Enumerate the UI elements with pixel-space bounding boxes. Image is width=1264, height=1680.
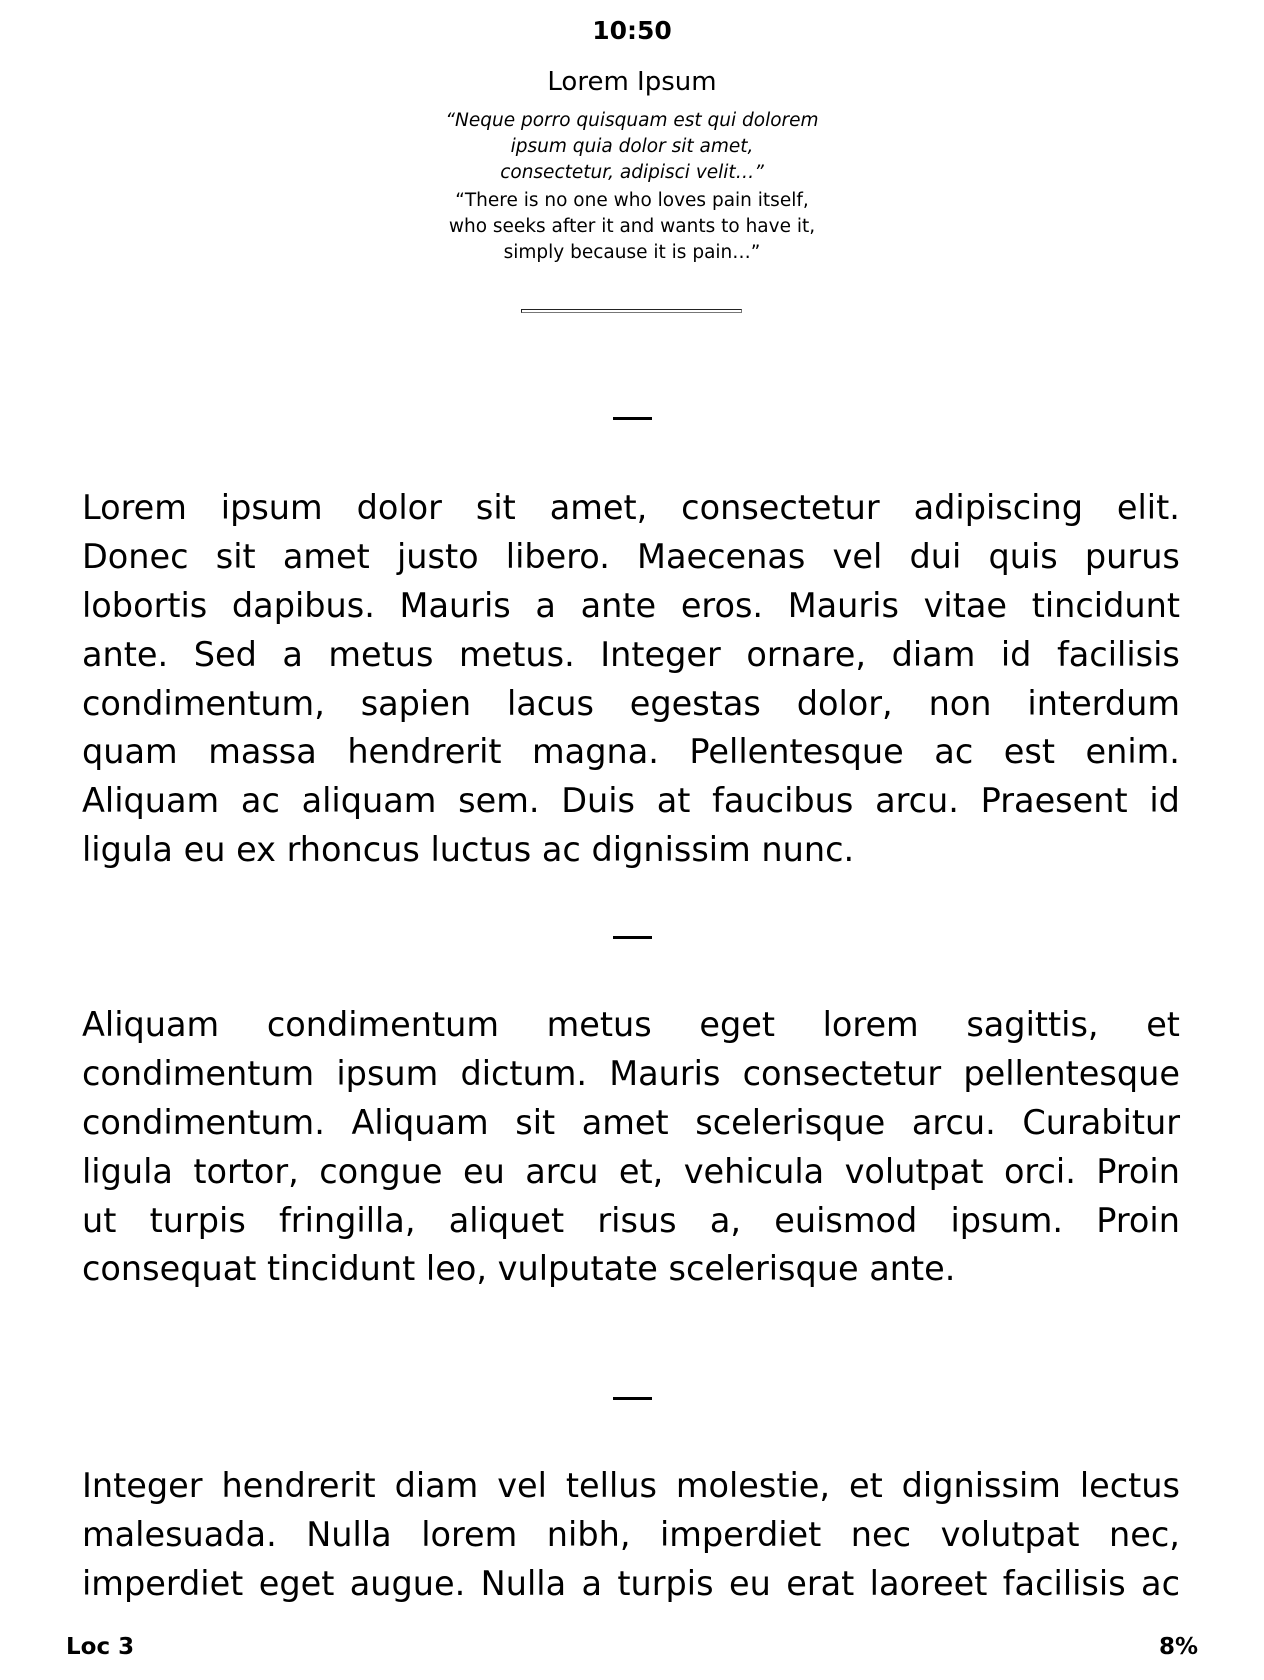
word: Curabitur xyxy=(1022,1102,1180,1142)
word: Duis xyxy=(561,781,635,821)
word: turpis xyxy=(617,1563,714,1603)
clock-time: 10:50 xyxy=(592,16,672,45)
word: ante xyxy=(580,585,657,625)
word: laoreet xyxy=(869,1563,988,1603)
word: arcu. xyxy=(875,781,959,821)
paragraph-line: consequat tincidunt leo, vulputate scelerisque ante. xyxy=(82,1249,956,1289)
word: volutpat xyxy=(844,1151,984,1191)
word: lobortis xyxy=(82,585,208,625)
paragraph-line xyxy=(82,533,1180,582)
percent-read-indicator[interactable]: 8% xyxy=(1158,1634,1198,1660)
word: faucibus xyxy=(712,781,854,821)
paragraph-line: ligula eu ex rhoncus luctus ac dignissim nunc. xyxy=(82,830,855,870)
word: euismod xyxy=(774,1200,918,1240)
word: a xyxy=(282,634,303,674)
word: consectetur xyxy=(681,488,880,527)
word: aliquam xyxy=(301,781,437,821)
word: libero. xyxy=(505,536,610,576)
word: dapibus. xyxy=(231,585,375,625)
word: tincidunt xyxy=(1031,585,1180,625)
word: vitae xyxy=(923,585,1008,625)
word: facilisis xyxy=(1056,634,1180,674)
word: diam xyxy=(891,634,976,674)
word: Maecenas xyxy=(637,536,806,576)
paragraph-line xyxy=(82,1099,1180,1148)
word: ligula xyxy=(82,1151,173,1191)
paragraph-line xyxy=(82,1197,1180,1246)
word: elit. xyxy=(1116,488,1180,527)
word: nec, xyxy=(1109,1514,1180,1554)
location-indicator[interactable]: Loc 3 xyxy=(66,1634,135,1660)
word: malesuada. xyxy=(82,1514,277,1554)
word: ante. xyxy=(82,634,169,674)
word: sapien xyxy=(360,683,472,723)
word: ac xyxy=(240,781,280,821)
word: hendrerit xyxy=(347,732,502,772)
word: consectetur xyxy=(742,1053,942,1093)
word: at xyxy=(656,781,691,821)
word: turpis xyxy=(149,1200,246,1240)
word: Aliquam xyxy=(82,1005,220,1044)
word: orci. xyxy=(1003,1151,1076,1191)
word: sit xyxy=(475,488,516,527)
word: Integer xyxy=(600,634,721,674)
word: magna. xyxy=(532,732,659,772)
word: vehicula xyxy=(683,1151,825,1191)
section-separator xyxy=(613,936,652,939)
epigraph-line: ipsum quia dolor sit amet, xyxy=(510,136,754,157)
word: scelerisque xyxy=(695,1102,886,1142)
word: imperdiet xyxy=(659,1514,822,1554)
word: eu xyxy=(462,1151,505,1191)
word: hendrerit xyxy=(221,1466,376,1505)
word: Mauris xyxy=(399,585,511,625)
word: metus. xyxy=(459,634,575,674)
word: diam xyxy=(394,1466,479,1505)
epigraph-line: who seeks after it and wants to have it, xyxy=(448,216,816,237)
paragraph[interactable] xyxy=(82,1462,1180,1609)
epigraph-line: simply because it is pain…” xyxy=(503,242,761,263)
word: a, xyxy=(709,1200,742,1240)
section-separator xyxy=(613,1397,652,1400)
word: metus xyxy=(328,634,434,674)
paragraph-line xyxy=(82,1511,1180,1560)
word: metus xyxy=(546,1005,652,1044)
epigraph-line: “Neque porro quisquam est qui dolorem xyxy=(445,110,819,131)
paragraph-line xyxy=(82,1001,1180,1050)
word: condimentum xyxy=(82,1053,315,1093)
word: eros. xyxy=(680,585,764,625)
word: est xyxy=(1003,732,1055,772)
word: ac xyxy=(934,732,974,772)
word: Proin xyxy=(1096,1151,1180,1191)
word: Donec xyxy=(82,536,189,576)
word: imperdiet xyxy=(82,1563,244,1603)
word: purus xyxy=(1084,536,1180,576)
word: Mauris xyxy=(609,1053,721,1093)
word: Nulla xyxy=(306,1514,392,1554)
word: id xyxy=(1000,634,1032,674)
paragraph-line xyxy=(82,728,1180,777)
word: fringilla, xyxy=(279,1200,416,1240)
word: dui xyxy=(909,536,962,576)
book-title: Lorem Ipsum xyxy=(547,67,717,97)
word: ipsum. xyxy=(950,1200,1064,1240)
word: sit xyxy=(515,1102,556,1142)
word: amet xyxy=(581,1102,669,1142)
epigraph-latin xyxy=(0,108,1264,186)
word: enim. xyxy=(1085,732,1180,772)
word: condimentum. xyxy=(82,1102,325,1142)
word: amet, xyxy=(549,488,648,527)
word: lectus xyxy=(1079,1466,1180,1505)
word: lorem xyxy=(421,1514,518,1554)
word: aliquet xyxy=(448,1200,565,1240)
word: ipsum xyxy=(336,1053,439,1093)
epigraph-english xyxy=(0,188,1264,266)
word: lorem xyxy=(822,1005,919,1044)
word: dolor, xyxy=(796,683,893,723)
word: Pellentesque xyxy=(689,732,904,772)
word: sagittis, xyxy=(966,1005,1099,1044)
paragraph[interactable] xyxy=(82,1001,1180,1294)
word: Aliquam xyxy=(82,781,220,821)
word: condimentum, xyxy=(82,683,325,723)
word: dolor xyxy=(356,488,442,527)
word: quam xyxy=(82,732,178,772)
epigraph-line: consectetur, adipisci velit…” xyxy=(500,162,764,183)
paragraph-line xyxy=(82,631,1180,680)
word: interdum xyxy=(1027,683,1180,723)
word: Aliquam xyxy=(351,1102,489,1142)
word: facilisis xyxy=(1002,1563,1126,1603)
paragraph[interactable] xyxy=(82,484,1180,875)
word: ac xyxy=(1141,1563,1180,1603)
word: ut xyxy=(82,1200,117,1240)
word: vel xyxy=(832,536,883,576)
paragraph-line xyxy=(82,777,1180,826)
paragraph-line xyxy=(82,582,1180,631)
word: id xyxy=(1149,781,1180,821)
paragraph-line xyxy=(82,1560,1180,1609)
word: lacus xyxy=(506,683,594,723)
word: volutpat xyxy=(940,1514,1080,1554)
paragraph-line xyxy=(82,680,1180,729)
word: arcu. xyxy=(911,1102,996,1142)
paragraph-line xyxy=(82,1050,1180,1099)
epigraph-line: “There is no one who loves pain itself, xyxy=(455,190,809,211)
paragraph-line xyxy=(82,1462,1180,1511)
word: amet xyxy=(282,536,370,576)
word: ipsum xyxy=(220,488,323,527)
word: eu xyxy=(728,1563,771,1603)
word: Mauris xyxy=(787,585,899,625)
section-separator xyxy=(613,417,652,420)
word: et xyxy=(1146,1005,1180,1044)
word: vel xyxy=(497,1466,547,1505)
word: tellus xyxy=(565,1466,657,1505)
word: sit xyxy=(215,536,256,576)
word: Integer xyxy=(82,1466,203,1505)
word: eget xyxy=(699,1005,775,1044)
word: adipiscing xyxy=(913,488,1083,527)
word: nibh, xyxy=(546,1514,631,1554)
word: et, xyxy=(618,1151,664,1191)
word: et xyxy=(848,1466,883,1505)
word: molestie, xyxy=(675,1466,831,1505)
paragraph-line xyxy=(82,1148,1180,1197)
word: non xyxy=(928,683,992,723)
word: Proin xyxy=(1096,1200,1180,1240)
word: erat xyxy=(786,1563,855,1603)
word: justo xyxy=(396,536,479,576)
chapter-progress-bar xyxy=(521,309,742,313)
word: massa xyxy=(208,732,317,772)
word: Nulla xyxy=(480,1563,567,1603)
word: a xyxy=(581,1563,603,1603)
word: dignissim xyxy=(901,1466,1061,1505)
word: sem. xyxy=(458,781,540,821)
word: augue. xyxy=(349,1563,466,1603)
word: nec xyxy=(850,1514,912,1554)
word: tortor, xyxy=(193,1151,299,1191)
word: Sed xyxy=(193,634,257,674)
word: dictum. xyxy=(460,1053,588,1093)
word: eget xyxy=(258,1563,335,1603)
word: ornare, xyxy=(746,634,867,674)
word: a xyxy=(535,585,556,625)
word: Lorem xyxy=(82,488,187,527)
word: Praesent xyxy=(980,781,1128,821)
word: congue xyxy=(319,1151,443,1191)
word: egestas xyxy=(629,683,761,723)
word: pellentesque xyxy=(963,1053,1180,1093)
word: quis xyxy=(988,536,1058,576)
word: risus xyxy=(597,1200,677,1240)
word: arcu xyxy=(525,1151,599,1191)
word: condimentum xyxy=(266,1005,500,1044)
paragraph-line xyxy=(82,484,1180,533)
